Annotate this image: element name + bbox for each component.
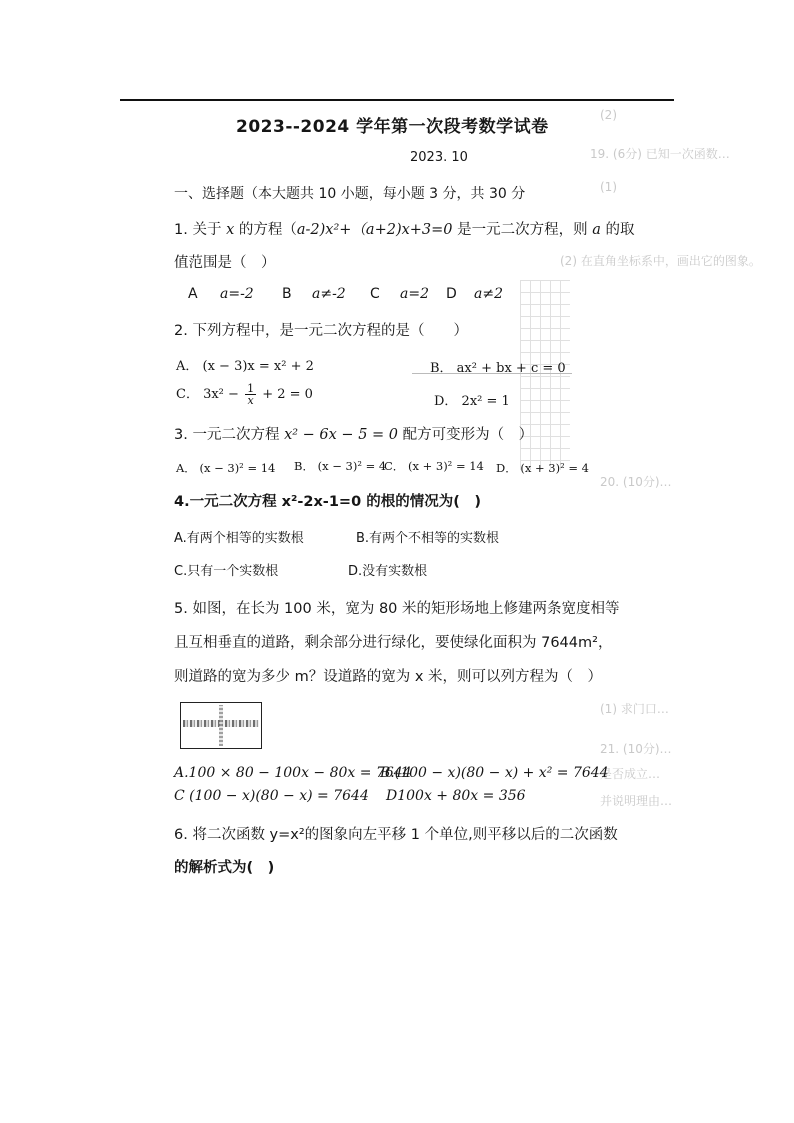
q3-option-d: D． (x + 3)² = 4: [496, 461, 589, 475]
q4-option-b: B.有两个不相等的实数根: [356, 531, 500, 546]
q1-text: 的取: [605, 222, 635, 238]
q3-option-b: B． (x − 3)² = 4: [294, 459, 387, 473]
q5-rectangle-figure: [180, 702, 262, 749]
q5-option-c: C (100 − x)(80 − x) = 7644: [174, 788, 369, 804]
q1-text: 1. 关于: [174, 222, 222, 238]
choice-label: C: [370, 286, 380, 302]
vertical-road: [219, 705, 223, 746]
q1-var-x: x: [226, 222, 235, 238]
q2-option-d: D． 2x² = 1: [434, 394, 510, 409]
question-1-line-1: [174, 218, 635, 239]
q1-var-a: a: [592, 222, 601, 238]
question-4-stem: 4.一元二次方程 x²-2x-1=0 的根的情况为( ): [174, 494, 481, 510]
q2-c-suffix: + 2 = 0: [262, 387, 313, 402]
q3-text: 配方可变形为（ ）: [402, 427, 534, 443]
fraction-numerator: 1: [247, 382, 255, 395]
fraction-denominator: x: [247, 394, 254, 407]
question-3-stem: [174, 423, 533, 444]
question-1-line-2: 值范围是（ ）: [174, 255, 276, 271]
q3-text: 3. 一元二次方程: [174, 427, 280, 443]
bleed-through-text: 是否成立…: [600, 767, 661, 781]
header-rule: [120, 99, 674, 101]
bleed-through-text: 19. (6分) 已知一次函数…: [590, 147, 730, 161]
q5-option-a: A.100 × 80 − 100x − 80x = 7644: [174, 765, 412, 781]
question-6-line-1: 6. 将二次函数 y=x²的图象向左平移 1 个单位,则平移以后的二次函数: [174, 827, 618, 843]
q5-option-b: B.(100 − x)(80 − x) + x² = 7644: [380, 765, 609, 781]
q1-text: 的方程（: [238, 222, 297, 238]
q2-c-prefix: C． 3x² −: [176, 387, 239, 402]
choice-label: B: [282, 286, 292, 302]
question-6-line-2: 的解析式为( ): [174, 860, 275, 876]
exam-title: 2023--2024 学年第一次段考数学试卷: [236, 117, 549, 137]
q3-option-c: C． (x + 3)² = 14: [384, 459, 484, 473]
q3-option-a: A． (x − 3)² = 14: [176, 461, 276, 475]
choice-value: a≠2: [474, 286, 503, 302]
q2-option-b: B． ax² + bx + c = 0: [430, 361, 566, 376]
question-5-line-1: 5. 如图，在长为 100 米，宽为 80 米的矩形场地上修建两条宽度相等: [174, 601, 620, 617]
question-5-line-2: 且互相垂直的道路，剩余部分进行绿化，要使绿化面积为 7644m²，: [174, 635, 613, 651]
q4-option-d: D.没有实数根: [348, 564, 428, 579]
q5-option-d: D100x + 80x = 356: [386, 788, 526, 804]
choice-label: D: [446, 286, 457, 302]
q1-equation: a-2)x²+（a+2)x+3=0: [296, 222, 453, 238]
question-5-line-3: 则道路的宽为多少 m？设道路的宽为 x 米，则可以列方程为（ ）: [174, 669, 603, 685]
q3-equation: x² − 6x − 5 = 0: [284, 427, 399, 443]
choice-value: a=-2: [220, 286, 254, 302]
question-2-stem: 2. 下列方程中，是一元二次方程的是（ ）: [174, 323, 468, 339]
q4-option-a: A.有两个相等的实数根: [174, 531, 304, 546]
q2-option-a: A． (x − 3)x = x² + 2: [176, 359, 314, 374]
exam-date: 2023. 10: [410, 150, 468, 165]
bleed-through-text: (1): [600, 180, 617, 194]
bleed-through-text: 并说明理由…: [600, 794, 673, 808]
choice-value: a=2: [400, 286, 429, 302]
section-heading: 一、选择题（本大题共 10 小题，每小题 3 分，共 30 分: [174, 186, 526, 202]
choice-label: A: [188, 286, 198, 302]
choice-value: a≠-2: [312, 286, 346, 302]
bleed-through-text: 20. (10分)…: [600, 475, 672, 489]
q2-c-fraction: [245, 383, 256, 406]
bleed-through-text: (2) 在直角坐标系中，画出它的图象。: [560, 254, 761, 268]
bleed-through-text: (1) 求门口…: [600, 702, 669, 716]
q2-option-c: [176, 383, 313, 406]
bleed-through-text: 21. (10分)…: [600, 742, 672, 756]
q1-text: 是一元二次方程，则: [457, 222, 588, 238]
q4-option-c: C.只有一个实数根: [174, 564, 279, 579]
bleed-through-text: (2): [600, 108, 617, 122]
